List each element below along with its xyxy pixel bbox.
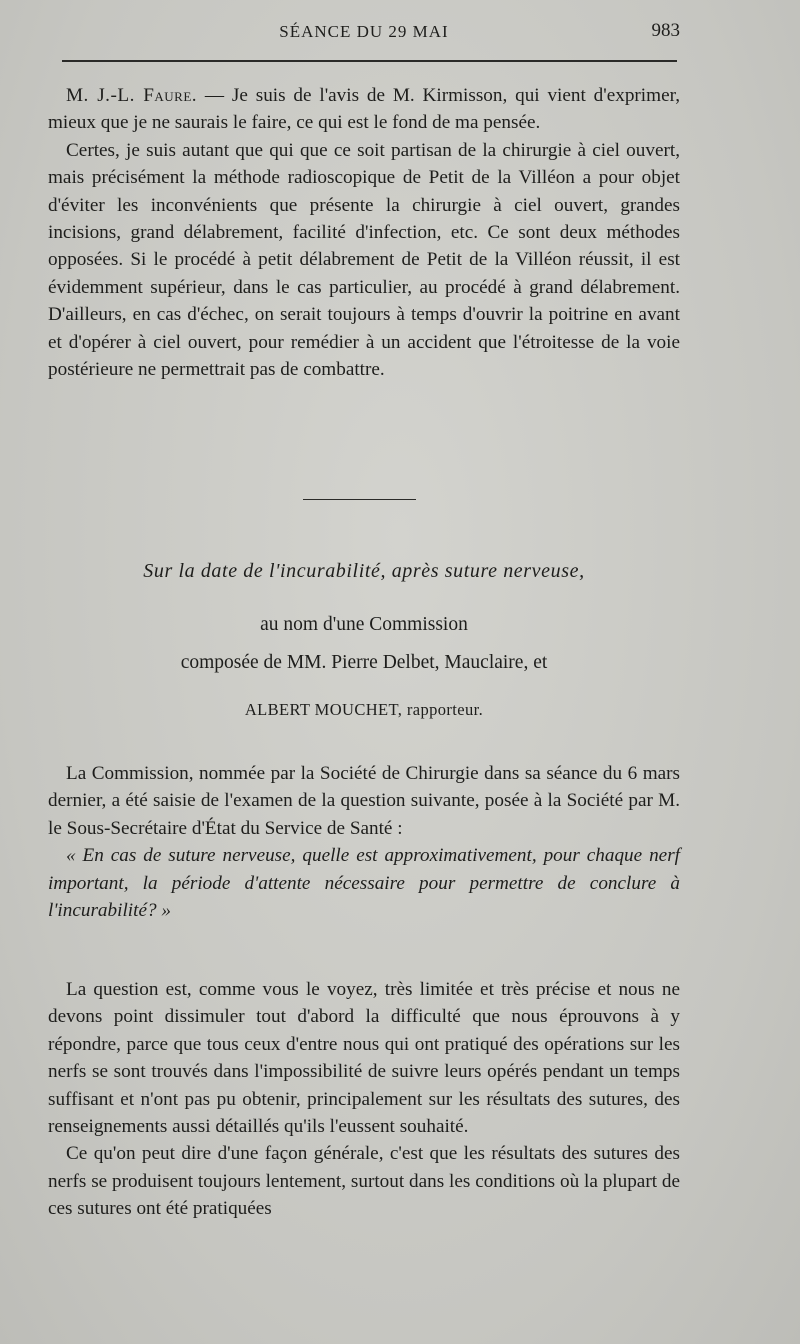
report-question-quote: « En cas de suture nerveuse, quelle est approximativement, pour chaque nerf important, la période d'attente nécessaire pour permettre de conclure à l'incurabilité? »: [48, 845, 680, 922]
report-paragraph-2: La question est, comme vous le voyez, très limitée et très précise et nous ne devons point dissimuler tout d'abord la difficulté que nous éprouvons à y répondre, parce que tous ceux d'entre nous qui ont pratiqué des opérations sur les nerfs se sont trouvés dans l'impossibilité de suivre leurs opérés pendant un temps suffisant et n'ont pas pu obtenir, principalement sur les résultats des sutures, des renseignements aussi détaillés qu'ils l'eussent souhaité.: [48, 979, 680, 1138]
committee-line-1: au nom d'une Commission: [260, 614, 468, 635]
page-number: 983: [651, 20, 680, 41]
committee-line-2: composée de MM. Pierre Delbet, Mauclaire, et: [180, 652, 548, 673]
faure-paragraph-1-text: — Je suis de l'avis de M. Kirmisson, qui vient d'exprimer, mieux que je ne saurais le faire, ce qui est le fond de ma pensée.: [48, 85, 680, 134]
report-body: [48, 976, 680, 1223]
rapporteur-line: ALBERT MOUCHET, rapporteur.: [244, 700, 484, 719]
running-header: [48, 20, 680, 46]
speaker-name: M. J.-L. Faure.: [66, 85, 198, 106]
faure-paragraph-2: Certes, je suis autant que qui que ce soit partisan de la chirurgie à ciel ouvert, mais précisément la méthode radioscopique de Petit de la Villéon a pour objet d'éviter les inconvénients que présente la chirurgie à ciel ouvert, grandes incisions, grand délabrement, facilité d'infection, etc. Ce sont deux méthodes opposées. Si le procédé à petit délabrement de Petit de la Villéon réussit, il est évidemment supérieur, dans le cas particulier, au procédé à grand délabrement. D'ailleurs, en cas d'échec, on serait toujours à temps d'ouvrir la poitrine en avant et d'opérer à ciel ouvert, pour remédier à un accident que l'étroitesse de la voie postérieure ne permettrait pas de combattre.: [48, 139, 680, 381]
running-title: SÉANCE DU 29 MAI: [279, 22, 449, 41]
report-title: Sur la date de l'incurabilité, après suture nerveuse,: [143, 560, 585, 582]
report-paragraph-1: La Commission, nommée par la Société de Chirurgie dans sa séance du 6 mars dernier, a été saisie de l'examen de la question suivante, posée à la Société par M. le Sous-Secrétaire d'État du Service de Santé :: [48, 763, 680, 839]
faure-discussion: [48, 82, 680, 383]
faure-paragraph-1: [48, 82, 680, 137]
report-intro: [48, 760, 680, 924]
header-rule: [62, 60, 677, 62]
section-separator: [303, 499, 416, 500]
report-paragraph-3: Ce qu'on peut dire d'une façon générale, c'est que les résultats des sutures des nerfs se produisent toujours lentement, surtout dans les conditions où la plupart de ces sutures ont été pratiquées: [48, 1143, 680, 1220]
